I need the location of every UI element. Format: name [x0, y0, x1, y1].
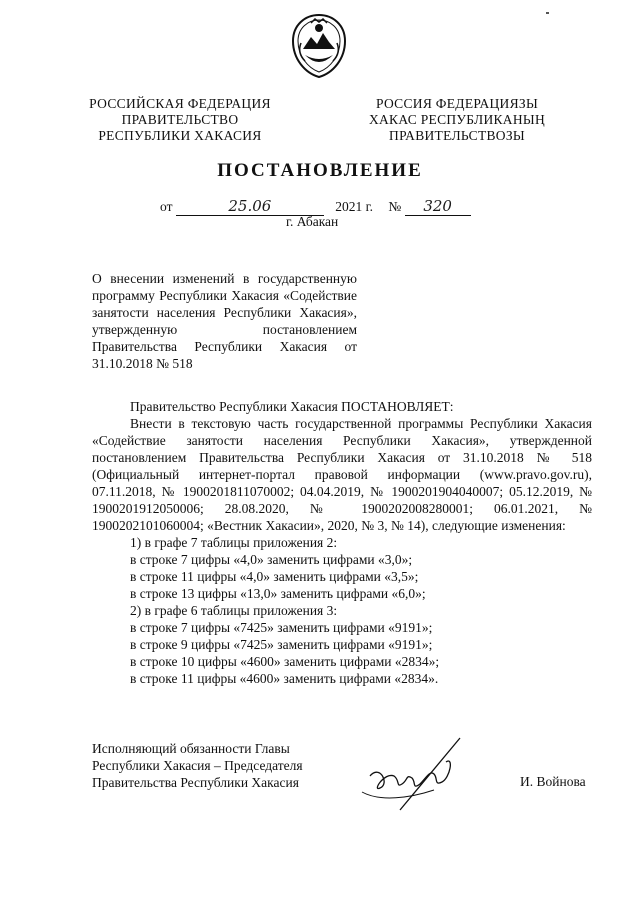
- signatory-name: И. Войнова: [520, 774, 586, 789]
- city-label: г. Абакан: [286, 214, 339, 229]
- signatory-position-line: Исполняющий обязанности Главы: [92, 741, 290, 756]
- date-year: 2021 г.: [335, 199, 373, 214]
- header-left-russian: [80, 96, 280, 144]
- number-handwritten: 320: [405, 197, 471, 216]
- list-item-line: в строке 9 цифры «7425» заменить цифрами «9191»;: [130, 637, 433, 652]
- scan-mark: [546, 12, 549, 14]
- signatory-position-line: Республики Хакасия – Председателя: [92, 758, 303, 773]
- coat-of-arms-emblem: [289, 13, 349, 79]
- date-prefix: от: [160, 199, 173, 214]
- header-right-line: ПРАВИТЕЛЬСТВОЗЫ: [389, 128, 525, 143]
- document-subject: О внесении изменений в государственную программу Республики Хакасия «Содействие занятости населения Республики Хакасия», утвержденную постановлением Правительства Республики Хакасия от 31.10.2018 № 518: [92, 271, 357, 371]
- signatory-position-line: Правительства Республики Хакасия: [92, 775, 299, 790]
- list-item-line: в строке 13 цифры «13,0» заменить цифрами «6,0»;: [130, 586, 426, 601]
- list-item-line: в строке 10 цифры «4600» заменить цифрами «2834»;: [130, 654, 440, 669]
- body-intro: Правительство Республики Хакасия ПОСТАНОВЛЯЕТ:: [130, 399, 454, 414]
- handwritten-signature: [350, 736, 480, 816]
- list-item-line: в строке 11 цифры «4600» заменить цифрами «2834».: [130, 671, 439, 686]
- body-main-paragraph: Внести в текстовую часть государственной программы Республики Хакасия «Содействие занятости населения Республики Хакасия», утвержденной постановлением Правительства Республики Хакасия от 31.10.2018 № 518 (Официальный интернет-портал правовой информации (www.pravo.gov.ru), 07.11.2018, № 1900201811070002; 04.04.2019, № 1900201904040007; 05.12.2019, № 1900201912050006; 28.08.2020, № 1900202008280001; 06.01.2021, № 1900202101060004; «Вестник Хакасии», 2020, № 3, № 14), следующие изменения:: [92, 416, 592, 533]
- header-right-line: РОССИЯ ФЕДЕРАЦИЯЗЫ: [375, 96, 539, 111]
- list-item-label: 2) в графе 6 таблицы приложения 3:: [130, 603, 338, 618]
- header-right-khakas: [352, 96, 562, 144]
- list-item-line: в строке 7 цифры «4,0» заменить цифрами «3,0»;: [130, 552, 413, 567]
- document-body: [92, 398, 592, 687]
- list-item-label: 1) в графе 7 таблицы приложения 2:: [130, 535, 338, 550]
- signatory-position: [92, 740, 303, 791]
- document-title: ПОСТАНОВЛЕНИЕ: [217, 160, 423, 181]
- number-prefix: №: [388, 199, 402, 214]
- header-right-line: ХАКАС РЕСПУБЛИКАНЫҢ: [368, 112, 546, 127]
- header-left-line: РЕСПУБЛИКИ ХАКАСИЯ: [98, 128, 262, 143]
- list-item-line: в строке 11 цифры «4,0» заменить цифрами «3,5»;: [130, 569, 419, 584]
- date-handwritten: 25.06: [176, 197, 324, 216]
- header-left-line: РОССИЙСКАЯ ФЕДЕРАЦИЯ: [89, 96, 271, 111]
- list-item-line: в строке 7 цифры «7425» заменить цифрами «9191»;: [130, 620, 433, 635]
- header-left-line: ПРАВИТЕЛЬСТВО: [121, 112, 239, 127]
